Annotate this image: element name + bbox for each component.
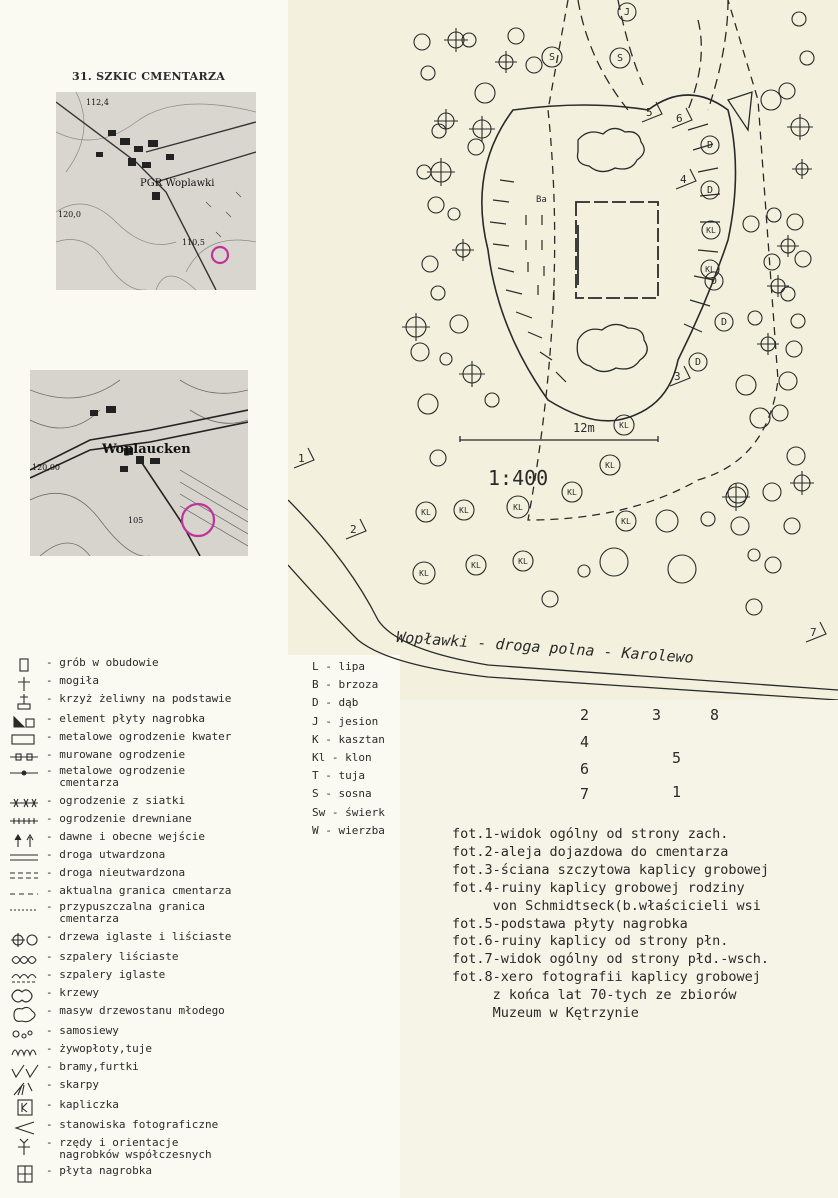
deciduous-tree-icon [428, 197, 444, 213]
deciduous-tree-icon [746, 599, 762, 615]
legend-label: - dawne i obecne wejście [46, 830, 205, 843]
legend-label: - ogrodzenie z siatki [46, 794, 186, 807]
deciduous-tree-icon [440, 353, 452, 365]
elevation-label: 105 [128, 516, 144, 525]
shrub-blob [577, 324, 647, 371]
photo-grid-number: 1 [672, 783, 682, 801]
svg-text:KL: KL [513, 503, 523, 512]
photo-caption: Muzeum w Kętrzynie [452, 1005, 639, 1021]
legend-label: - samosiewy [46, 1024, 119, 1037]
deciduous-tree-icon [414, 34, 430, 50]
svg-text:D: D [720, 317, 728, 328]
labeled-tree-icon [600, 455, 620, 475]
svg-text:KL: KL [605, 461, 615, 470]
labeled-tree-icon [454, 500, 474, 520]
tree-species-item: W - wierzba [312, 823, 385, 837]
coniferous-tree-icon [787, 114, 813, 140]
deciduous-tree-icon [418, 394, 438, 414]
deciduous-tree-icon [786, 341, 802, 357]
labeled-tree-icon [413, 562, 435, 584]
deciduous-tree-icon [748, 311, 762, 325]
elevation-label: 110,5 [182, 238, 205, 247]
photo-caption: von Schmidtseck(b.właścicieli wsi [452, 897, 761, 914]
cemetery-boundary [528, 0, 778, 520]
legend-label: - płyta nagrobka [46, 1164, 152, 1177]
photo-grid-number: 8 [710, 706, 720, 724]
deciduous-tree-icon [485, 393, 499, 407]
deciduous-tree-icon [431, 286, 445, 300]
photo-grid-number: 3 [652, 706, 662, 724]
deciduous-tree-icon [784, 518, 800, 534]
photo-grid-number: 6 [580, 760, 590, 778]
young-stand-icon [10, 1005, 40, 1023]
deciduous-tree-icon [795, 251, 811, 267]
coniferous-tree-icon [452, 239, 474, 261]
trees-icon [10, 931, 40, 949]
grave-rows [490, 92, 752, 382]
svg-text:5: 5 [646, 106, 653, 119]
deciduous-tree-icon [787, 214, 803, 230]
deciduous-tree-icon [748, 549, 760, 561]
cross-icon [10, 675, 40, 693]
shrubs-icon [10, 987, 40, 1005]
tree-species-item: J - jesion [312, 714, 379, 728]
tree-species-item: B - brzoza [312, 678, 379, 692]
entrance-icon [10, 831, 40, 849]
svg-text:S: S [616, 53, 624, 64]
labeled-tree-icon [562, 482, 582, 502]
cemetery-plan[interactable] [288, 0, 838, 700]
svg-text:KL: KL [471, 561, 481, 570]
deciduous-tree-icon [422, 256, 438, 272]
coniferous-tree-icon [777, 235, 799, 257]
coniferous-tree-icon [495, 51, 517, 73]
deciduous-tree-icon [764, 254, 780, 270]
coniferous-tree-icon [444, 28, 468, 52]
svg-text:3: 3 [674, 370, 681, 383]
dirt-road-icon [10, 867, 40, 885]
legend-label: - szpalery iglaste [46, 968, 166, 981]
legend-label: - bramy,furtki [46, 1060, 139, 1073]
deciduous-tree-icon [779, 83, 795, 99]
sketch-title: 31. SZKIC CMENTARZA [72, 70, 226, 83]
chapel-label: Ba [536, 195, 547, 205]
photo-station-icon [806, 622, 826, 642]
deciduous-tree-icon [542, 591, 558, 607]
wood-fence-icon [10, 813, 40, 831]
labeled-tree-icon [689, 353, 707, 371]
coniferous-tree-icon [469, 116, 495, 142]
photo-caption: fot.3-ściana szczytowa kaplicy grobowej [452, 861, 769, 878]
svg-text:KL: KL [621, 517, 631, 526]
mesh-fence-icon [10, 795, 40, 813]
deciduous-tree-icon [787, 447, 805, 465]
deciduous-tree-icon [772, 405, 788, 421]
tree-species-item: D - dąb [312, 696, 359, 710]
svg-text:J: J [623, 7, 631, 18]
photo-caption: fot.1-widok ogólny od strony zach. [452, 826, 729, 842]
deciduous-tree-icon [508, 28, 524, 44]
photo-caption: fot.8-xero fotografii kaplicy grobowej [452, 969, 761, 986]
legend-label: - żywopłoty,tuje [46, 1042, 152, 1055]
grave-frame-icon [10, 657, 40, 675]
photo-station-icon [672, 108, 692, 128]
photo-caption: fot.4-ruiny kaplicy grobowej rodziny [452, 879, 745, 896]
svg-text:KL: KL [706, 226, 716, 235]
deciduous-tree-icon [448, 208, 460, 220]
assumed-boundary-icon [10, 901, 40, 919]
labeled-tree-icon [701, 136, 719, 154]
scale-bar [460, 436, 658, 442]
photo-station-icon [676, 169, 696, 189]
photo-caption: z końca lat 70-tych ze zbiorów [452, 987, 737, 1004]
elevation-label: 120,0 [58, 210, 81, 219]
deciduous-tree-icon [600, 548, 628, 576]
tree-species-item: Sw - świerk [312, 805, 385, 819]
legend-label: - element płyty nagrobka [46, 712, 205, 725]
chapel-icon [10, 1099, 40, 1117]
coniferous-tree-icon [427, 158, 455, 186]
deciduous-tree-icon [763, 483, 781, 501]
svg-text:S: S [548, 52, 556, 63]
photo-grid-number: 5 [672, 749, 682, 767]
coniferous-tree-icon [792, 159, 812, 179]
iron-cross-icon [10, 693, 40, 711]
road-edge-upper [288, 500, 838, 690]
deciduous-tree-icon [731, 517, 749, 535]
legend-label: - droga utwardzona [46, 848, 166, 861]
svg-text:6: 6 [676, 112, 683, 125]
legend-label: - krzyż żeliwny na podstawie [46, 692, 232, 705]
deciduous-tree-icon [750, 408, 770, 428]
hedge-boundary [482, 95, 736, 421]
tree-species-item: S - sosna [312, 787, 372, 801]
shrub-blob [577, 128, 644, 171]
topo-map-modern[interactable] [56, 92, 256, 290]
labeled-tree-icon [618, 3, 636, 21]
scale-ratio: 1:400 [488, 466, 549, 490]
photo-caption: fot.5-podstawa płyty nagrobka [452, 915, 688, 932]
deciduous-row-icon [10, 951, 40, 969]
deciduous-tree-icon [421, 66, 435, 80]
deciduous-tree-icon [761, 90, 781, 110]
slab-element-icon [10, 713, 40, 731]
deciduous-tree-icon [765, 557, 781, 573]
legend-label: - krzewy [46, 986, 99, 999]
legend-label: - grób w obudowie [46, 656, 159, 669]
photo-grid-number: 4 [580, 733, 590, 751]
photo-station-icon [346, 519, 366, 539]
svg-text:KL: KL [619, 421, 629, 430]
photo-caption: fot.6-ruiny kaplicy od strony płn. [452, 933, 729, 950]
elevation-label: 112,4 [86, 98, 109, 107]
photo-station-icon [642, 102, 662, 122]
labeled-tree-icon [702, 221, 720, 239]
coniferous-tree-icon [459, 361, 485, 387]
deciduous-tree-icon [656, 510, 678, 532]
deciduous-tree-icon [430, 450, 446, 466]
metal-fence-icon [10, 765, 40, 783]
labeled-tree-icon [715, 313, 733, 331]
topo-map-modern-drawing [56, 92, 256, 290]
svg-text:1: 1 [298, 452, 305, 465]
topo-map-historic[interactable] [30, 370, 248, 556]
svg-text:D: D [706, 140, 714, 151]
conifer-row-icon [10, 969, 40, 987]
legend-label: - przypuszczalna granica cmentarza [46, 900, 205, 925]
svg-text:D: D [694, 357, 702, 368]
legend-label: - ogrodzenie drewniane [46, 812, 192, 825]
topo-map-historic-drawing [30, 370, 248, 556]
deciduous-tree-icon [792, 12, 806, 26]
labeled-tree-icon [610, 48, 630, 68]
svg-text:KL: KL [518, 557, 528, 566]
deciduous-tree-icon [791, 314, 805, 328]
gates-icon [10, 1061, 40, 1079]
tree-species-item: T - tuja [312, 769, 365, 783]
legend-label: - mogiła [46, 674, 99, 687]
labeled-tree-icon [701, 181, 719, 199]
hedge-icon [10, 1043, 40, 1061]
photo-grid-number: 2 [580, 706, 590, 724]
legend-label: - aktualna granica cmentarza [46, 884, 232, 897]
svg-text:KL: KL [459, 506, 469, 515]
deciduous-tree-icon [475, 83, 495, 103]
tree-species-item: Kl - klon [312, 751, 372, 764]
photo-station-icon [294, 448, 314, 468]
labeled-tree-icon [416, 502, 436, 522]
svg-text:4: 4 [680, 173, 687, 186]
deciduous-tree-icon [450, 315, 468, 333]
legend-label: - masyw drzewostanu młodego [46, 1004, 225, 1017]
road-label: Wopławki - droga polna - Karolewo [395, 628, 695, 667]
deciduous-tree-icon [526, 57, 542, 73]
svg-text:D: D [706, 185, 714, 196]
chapel-ruin [576, 202, 658, 298]
svg-text:KL: KL [421, 508, 431, 517]
coniferous-tree-icon [434, 109, 458, 133]
svg-text:KL: KL [567, 488, 577, 497]
village-label: Woplaucken [102, 442, 191, 457]
deciduous-tree-icon [411, 343, 429, 361]
paved-road-icon [10, 849, 40, 867]
coniferous-tree-icon [402, 313, 430, 341]
labeled-tree-icon [507, 496, 529, 518]
deciduous-tree-icon [779, 372, 797, 390]
tree-species-item: L - lipa [312, 660, 365, 673]
photo-station-icon [10, 1119, 40, 1137]
avenue-line [618, 0, 643, 85]
photo-grid-number: 7 [580, 785, 590, 803]
labeled-tree-icon [616, 511, 636, 531]
self-seeding-icon [10, 1025, 40, 1043]
legend-label: - rzędy i orientacje nagrobków współczesnych [46, 1136, 212, 1161]
metal-fence-quarter-icon [10, 731, 40, 749]
avenue-line [708, 0, 728, 110]
legend-label: - szpalery liściaste [46, 950, 179, 963]
grave-rows-icon [10, 1137, 40, 1155]
photo-caption: fot.7-widok ogólny od strony płd.-wsch. [452, 951, 769, 968]
deciduous-tree-icon [668, 555, 696, 583]
labeled-tree-icon [542, 47, 562, 67]
coniferous-tree-icon [757, 333, 779, 355]
coniferous-tree-icon [790, 471, 814, 495]
deciduous-tree-icon [736, 375, 756, 395]
legend-label: - metalowe ogrodzenie kwater [46, 730, 232, 743]
legend-label: - metalowe ogrodzenie cmentarza [46, 764, 186, 789]
legend-label: - murowane ogrodzenie [46, 748, 186, 761]
deciduous-tree-icon [432, 124, 446, 138]
escarpment-icon [10, 1079, 40, 1097]
labeled-tree-icon [513, 551, 533, 571]
elevation-label: 120,00 [32, 463, 60, 472]
deciduous-tree-icon [781, 287, 795, 301]
grave-slab-icon [10, 1165, 40, 1183]
deciduous-tree-icon [701, 512, 715, 526]
tree-species-item: K - kasztan [312, 732, 385, 746]
legend-label: - skarpy [46, 1078, 99, 1091]
photo-caption: fot.2-aleja dojazdowa do cmentarza [452, 843, 729, 860]
legend-label: - drzewa iglaste i liściaste [46, 930, 232, 943]
legend-label: - stanowiska fotograficzne [46, 1118, 219, 1131]
scale-bar-label: 12m [573, 421, 595, 435]
svg-text:D: D [710, 276, 718, 287]
deciduous-tree-icon [767, 208, 781, 222]
deciduous-tree-icon [800, 51, 814, 65]
labeled-tree-icon [466, 555, 486, 575]
deciduous-tree-icon [743, 216, 759, 232]
village-label: PGR Woplawki [140, 178, 215, 189]
svg-text:KL: KL [419, 569, 429, 578]
labeled-tree-icon [705, 272, 723, 290]
svg-text:2: 2 [350, 523, 357, 536]
svg-text:7: 7 [810, 626, 817, 639]
legend-label: - droga nieutwardzona [46, 866, 186, 879]
deciduous-tree-icon [578, 565, 590, 577]
legend-label: - kapliczka [46, 1098, 119, 1111]
svg-text:KL: KL [705, 265, 715, 274]
